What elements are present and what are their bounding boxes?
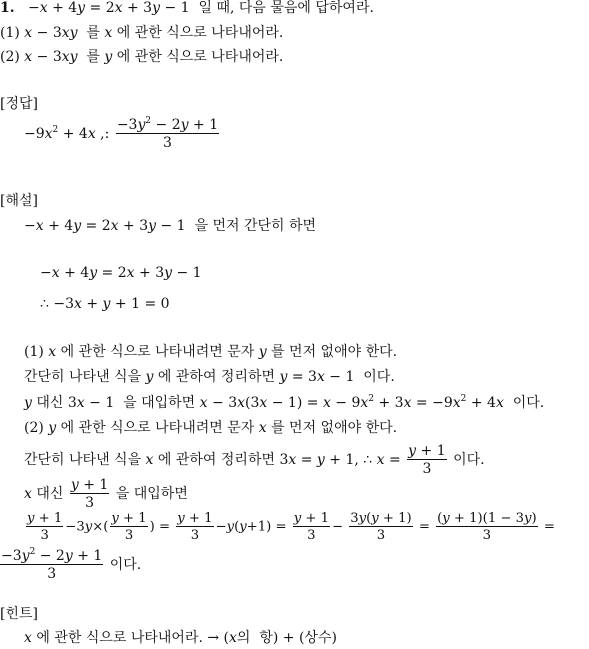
question-1: (1) x − 3xy 를 x 에 관한 식으로 나타내어라. <box>0 25 284 41</box>
solution-step-3: ∴ −3x + y + 1 = 0 <box>40 296 170 312</box>
answer-header: [정답] <box>0 96 38 112</box>
solution-step-2: −x + 4y = 2x + 3y − 1 <box>40 265 202 281</box>
solution-part-2-expansion: $\frac{y + 1}{3}$ −3y×( $\frac{y + 1}{3}$ ) = $\frac{y + 1}{3}$ −y(y+1) = $\frac{y + 1}{3}$ − $\frac{3y(y + 1)}{3}$ = $\frac{(y + 1)(1 - 3y)}{3}$ = <box>27 511 555 544</box>
solution-part-1-substitute: y 대신 3x − 1 을 대입하면 $x - 3x(3x - 1) = x - 9x^2 + 3x = -9x^2 + 4x$ 이다. <box>24 394 545 411</box>
solution-part-2: (2) y 에 관한 식으로 나타내려면 문자 x 를 먼저 없애야 한다. <box>24 420 398 436</box>
solution-part-1: (1) x 에 관한 식으로 나타내려면 문자 y 를 먼저 없애야 한다. <box>24 344 398 360</box>
solution-part-1-rearrange: 간단히 나타낸 식을 y 에 관하여 정리하면 y = 3x − 1 이다. <box>24 369 395 385</box>
problem-statement <box>0 1 374 15</box>
answer-value: $-9x^2 + 4x$ ,: $\frac{-3y^2 - 2y + 1}{3}$ <box>24 116 219 151</box>
question-2: (2) x − 3xy 를 y 에 관한 식으로 나타내어라. <box>0 49 284 65</box>
problem-number: 1. <box>0 0 15 16</box>
solution-header: [해설] <box>0 193 38 209</box>
hint-header: [힌트] <box>0 606 38 622</box>
solution-part-2-result: $\frac{-3y^2 - 2y + 1}{3}$ 이다. <box>1 547 142 582</box>
hint-text: x 에 관한 식으로 나타내어라. → (x의 항) + (상수) <box>24 630 337 646</box>
solution-part-2-substitute: x 대신 $\frac{y + 1}{3}$ 을 대입하면 <box>24 477 188 511</box>
solution-part-2-rearrange: 간단히 나타낸 식을 x 에 관하여 정리하면 3x = y + 1, ∴ x = $\frac{y + 1}{3}$ 이다. <box>24 443 485 477</box>
problem-given: −x + 4y = 2x + 3y − 1 <box>27 0 190 16</box>
solution-step-1: −x + 4y = 2x + 3y − 1 을 먼저 간단히 하면 <box>24 218 317 234</box>
problem-prompt: 일 때, 다음 물음에 답하여라. <box>194 0 374 16</box>
